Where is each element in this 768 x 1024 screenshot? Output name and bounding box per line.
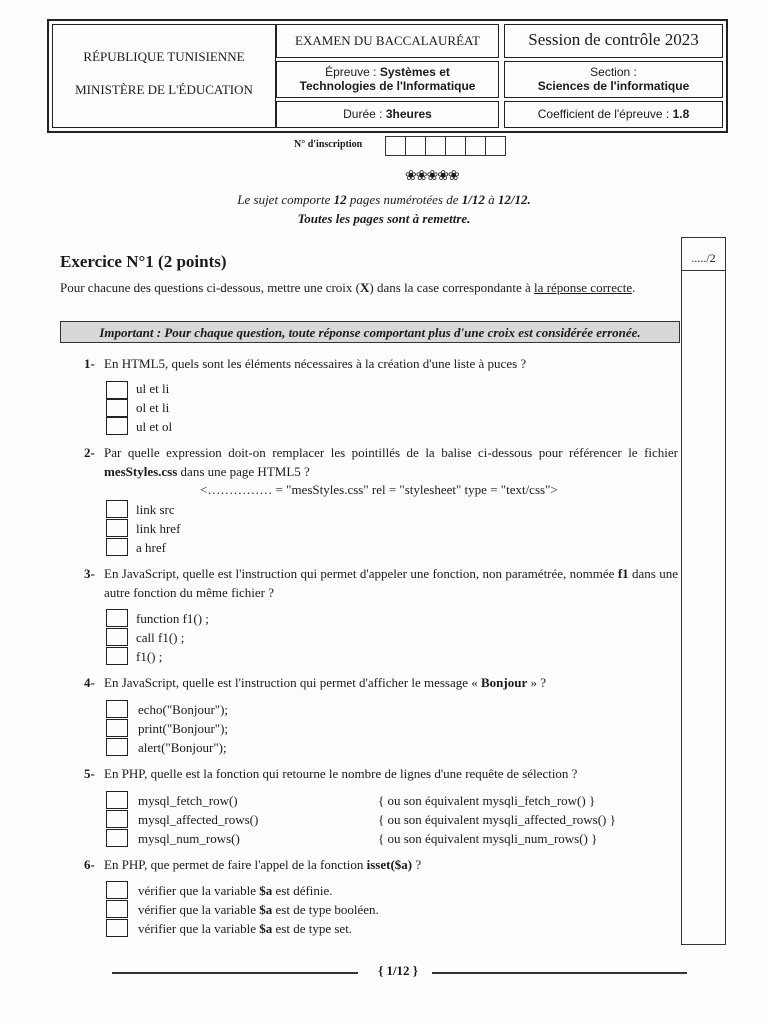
option-label: mysql_fetch_row() <box>138 793 238 808</box>
answer-checkbox[interactable] <box>106 538 128 556</box>
answer-checkbox[interactable] <box>106 738 128 756</box>
option-label: alert("Bonjour"); <box>138 740 227 755</box>
option-label: vérifier que la variable $a est de type booléen. <box>138 902 379 917</box>
answer-checkbox[interactable] <box>106 900 128 918</box>
important-note: Important : Pour chaque question, toute réponse comportant plus d'une croix est considérée erronée. <box>60 321 680 343</box>
question-1: 1- En HTML5, quels sont les éléments nécessaires à la création d'une liste à puces ? <box>84 356 527 371</box>
question-3: 3- En JavaScript, quelle est l'instruction qui permet d'appeler une fonction, non paramétrée, nommée f1 dans une autre fonction du même fichier ? <box>84 566 678 600</box>
subject-pages-line: Le sujet comporte 12 pages numérotées de 1/12 à 12/12. <box>237 192 531 207</box>
option-label: print("Bonjour"); <box>138 721 229 736</box>
inscription-cell[interactable] <box>465 136 486 156</box>
answer-checkbox[interactable] <box>106 791 128 809</box>
option-label: link src <box>136 502 175 517</box>
answer-checkbox[interactable] <box>106 647 128 665</box>
subject-remit-line: Toutes les pages sont à remettre. <box>297 211 471 226</box>
option-label: vérifier que la variable $a est de type set. <box>138 921 353 936</box>
question-4: 4- En JavaScript, quelle est l'instruction qui permet d'afficher le message « Bonjour » ? <box>84 675 547 690</box>
option-label: mysql_num_rows() <box>138 831 240 846</box>
option-label: mysql_affected_rows() <box>138 812 259 827</box>
question-2: 2- Par quelle expression doit-on remplacer les pointillés de la balise ci-dessous pour référencer le fichier mesStyles.css dans une page HTML5 ? <box>84 445 678 479</box>
option-label: ol et li <box>136 400 170 415</box>
epreuve-label: Épreuve : <box>325 65 380 79</box>
answer-checkbox[interactable] <box>106 719 128 737</box>
session-title: Session de contrôle 2023 <box>504 24 723 58</box>
coefficient-cell <box>504 101 723 128</box>
page-number: { 1/12 } <box>378 963 418 978</box>
equivalent-note: { ou son équivalent mysqli_num_rows() } <box>378 831 598 846</box>
option-label: function f1() ; <box>136 611 209 626</box>
header-left-box <box>52 24 276 128</box>
equivalent-note: { ou son équivalent mysqli_affected_rows() } <box>378 812 616 827</box>
answer-checkbox[interactable] <box>106 399 128 417</box>
inscription-cell[interactable] <box>445 136 466 156</box>
equivalent-note: { ou son équivalent mysqli_fetch_row() } <box>378 793 596 808</box>
inscription-cell[interactable] <box>385 136 406 156</box>
inscription-boxes[interactable] <box>386 136 506 156</box>
answer-checkbox[interactable] <box>106 810 128 828</box>
inscription-cell[interactable] <box>425 136 446 156</box>
duree-value: 3heures <box>385 107 432 121</box>
answer-checkbox[interactable] <box>106 829 128 847</box>
answer-checkbox[interactable] <box>106 417 128 435</box>
section-cell <box>504 61 723 98</box>
ministry-name: MINISTÈRE DE L'ÉDUCATION <box>75 82 253 97</box>
inscription-cell[interactable] <box>405 136 426 156</box>
answer-checkbox[interactable] <box>106 700 128 718</box>
section-value: Sciences de l'informatique <box>537 79 690 93</box>
section-label: Section : <box>590 65 637 79</box>
question-6: 6- En PHP, que permet de faire l'appel de la fonction isset($a) ? <box>84 857 422 872</box>
answer-checkbox[interactable] <box>106 919 128 937</box>
answer-checkbox[interactable] <box>106 500 128 518</box>
answer-checkbox[interactable] <box>106 381 128 399</box>
question-5: 5- En PHP, quelle est la fonction qui retourne le nombre de lignes d'une requête de sélection ? <box>84 766 578 781</box>
epreuve-cell <box>276 61 499 98</box>
exercise-instructions: Pour chacune des questions ci-dessous, mettre une croix (X) dans la case correspondante à la réponse correcte. <box>60 280 636 295</box>
footer-rule-left <box>112 972 358 974</box>
coef-label: Coefficient de l'épreuve : <box>537 107 673 121</box>
epreuve-value: Systèmes et <box>379 65 450 79</box>
answer-checkbox[interactable] <box>106 628 128 646</box>
duree-cell <box>276 101 499 128</box>
option-label: call f1() ; <box>136 630 185 645</box>
epreuve-value-2: Technologies de l'Informatique <box>299 79 476 93</box>
coef-value: 1.8 <box>672 107 690 121</box>
duree-label: Durée : <box>343 107 386 121</box>
option-label: f1() ; <box>136 649 163 664</box>
score-box: ...../2 <box>681 237 726 271</box>
option-label: ul et ol <box>136 419 173 434</box>
flower-ornament-icon: ❀❀❀❀❀ <box>405 169 459 184</box>
exam-title: EXAMEN DU BACCALAURÉAT <box>276 24 499 58</box>
option-label: a href <box>136 540 166 555</box>
inscription-label: N° d'inscription <box>294 139 363 150</box>
answer-checkbox[interactable] <box>106 609 128 627</box>
answer-checkbox[interactable] <box>106 881 128 899</box>
html-tag-snippet: <…………… = "mesStyles.css" rel = "stylesheet" type = "text/css"> <box>200 482 558 497</box>
answer-checkbox[interactable] <box>106 519 128 537</box>
score-column <box>681 237 726 945</box>
option-label: link href <box>136 521 181 536</box>
country-name: RÉPUBLIQUE TUNISIENNE <box>83 49 245 64</box>
option-label: echo("Bonjour"); <box>138 702 229 717</box>
option-label: ul et li <box>136 381 170 396</box>
exercise-title: Exercice N°1 (2 points) <box>60 252 227 271</box>
inscription-cell[interactable] <box>485 136 506 156</box>
option-label: vérifier que la variable $a est définie. <box>138 883 333 898</box>
footer-rule-right <box>432 972 687 974</box>
